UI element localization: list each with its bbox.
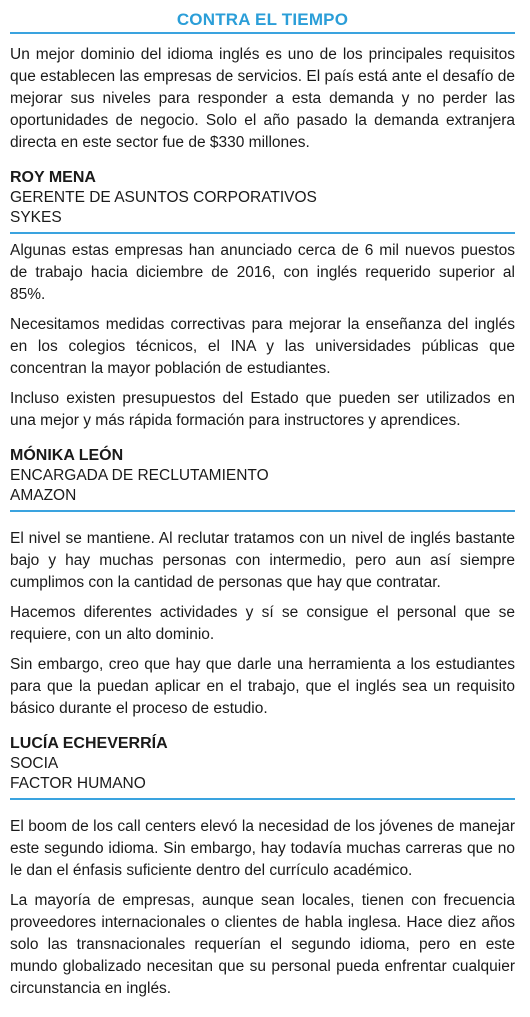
speaker-role: SOCIA (10, 755, 59, 772)
speaker-role: ENCARGADA DE RECLUTAMIENTO (10, 467, 269, 484)
quote-paragraph: El boom de los call centers elevó la necesidad de los jóvenes de manejar este segundo idioma. Sin embargo, hay todavía muchas carreras que no le dan el énfasis suficiente dentro del currículo académico. (10, 818, 515, 879)
speaker-lucia-echeverria (10, 734, 515, 1000)
speaker-roy-mena (10, 168, 515, 432)
speaker-company: SYKES (10, 209, 62, 226)
speaker-quote (10, 528, 515, 720)
quote-paragraph: Sin embargo, creo que hay que darle una herramienta a los estudiantes para que la puedan aplicar en el trabajo, que el inglés sea un requisito básico durante el proceso de estudio. (10, 656, 515, 717)
article (10, 8, 515, 1000)
speaker-company: AMAZON (10, 487, 77, 504)
quote-paragraph: Necesitamos medidas correctivas para mejorar la enseñanza del inglés en los colegios técnicos, el INA y las universidades públicas que concentran la mayor población de estudiantes. (10, 316, 515, 377)
speaker-name: LUCÍA ECHEVERRÍA (10, 735, 168, 752)
divider (10, 232, 515, 234)
speaker-name: ROY MENA (10, 169, 96, 186)
speaker-company: FACTOR HUMANO (10, 775, 146, 792)
speaker-quote (10, 240, 515, 432)
quote-paragraph: El nivel se mantiene. Al reclutar tratamos con un nivel de inglés bastante bajo y hay muchas personas con intermedio, pero aun así siempre cumplimos con la cantidad de personas que hay que contratar. (10, 530, 515, 591)
article-title: CONTRA EL TIEMPO (10, 8, 515, 34)
speaker-role: GERENTE DE ASUNTOS CORPORATIVOS (10, 189, 317, 206)
quote-paragraph: Incluso existen presupuestos del Estado que pueden ser utilizados en una mejor y más rápida formación para instructores y aprendices. (10, 390, 515, 429)
intro-paragraph: Un mejor dominio del idioma inglés es uno de los principales requisitos que establecen las empresas de servicios. El país está ante el desafío de mejorar sus niveles para responder a esta demanda y no perder las oportunidades de negocio. Solo el año pasado la demanda extranjera directa en este sector fue de $330 millones. (10, 46, 515, 151)
speaker-monika-leon (10, 446, 515, 720)
quote-paragraph: La mayoría de empresas, aunque sean locales, tienen con frecuencia proveedores internacionales o clientes de habla inglesa. Hace diez años solo las transnacionales requerían el segundo idioma, pero en este mundo globalizado necesitan que su personal pueda enfrentar cualquier circunstancia en inglés. (10, 892, 515, 997)
speaker-quote (10, 816, 515, 1000)
speaker-name: MÓNIKA LEÓN (10, 447, 124, 464)
quote-paragraph: Hacemos diferentes actividades y sí se consigue el personal que se requiere, con un alto dominio. (10, 604, 515, 643)
quote-paragraph: Algunas estas empresas han anunciado cerca de 6 mil nuevos puestos de trabajo hacia diciembre de 2016, con inglés requerido superior al 85%. (10, 242, 515, 303)
